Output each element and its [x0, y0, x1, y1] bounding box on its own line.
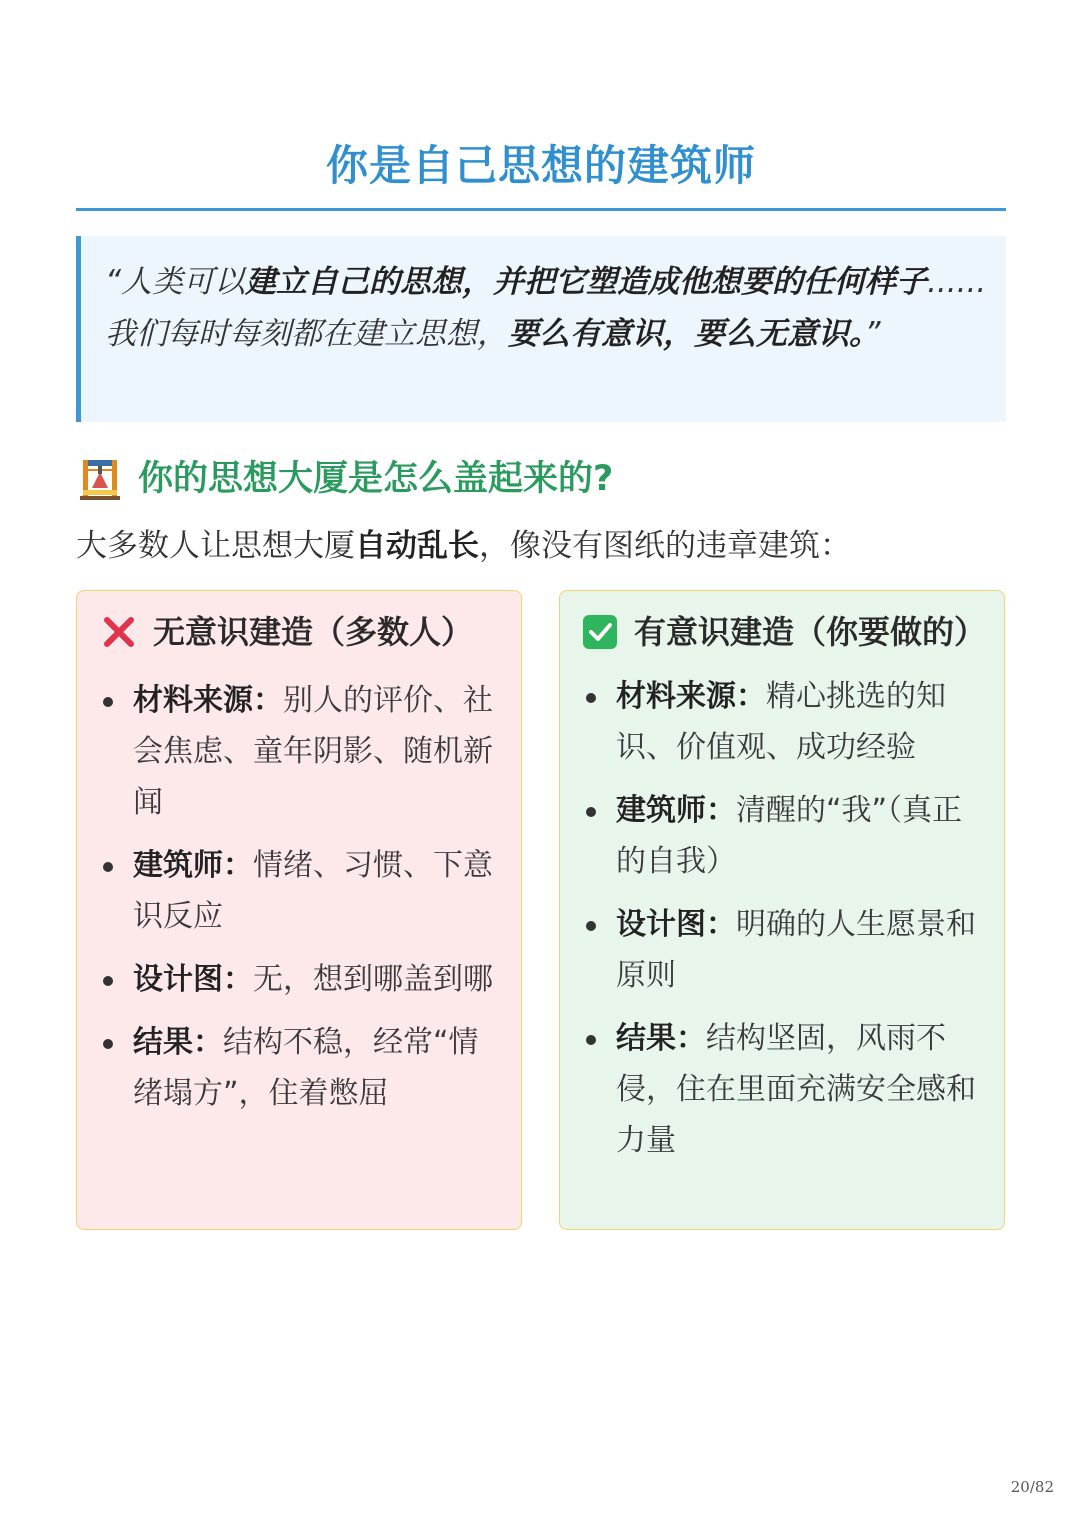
item-label: 材料来源： [616, 679, 766, 714]
title-divider [76, 208, 1006, 211]
list-item [560, 899, 1004, 1001]
card-heading [560, 591, 1004, 659]
item-label: 结果： [616, 1021, 706, 1056]
list-item [560, 1013, 1004, 1166]
list-item [77, 954, 521, 1005]
item-label: 建筑师： [616, 793, 736, 828]
list-item [77, 1017, 521, 1119]
quote-block [76, 236, 1006, 422]
construction-crane-icon [80, 458, 120, 500]
section-title: 你的思想大厦是怎么盖起来的? [138, 459, 614, 499]
list-item [77, 675, 521, 828]
item-text: 无，想到哪盖到哪 [253, 962, 493, 997]
card-list [560, 671, 1004, 1166]
page-number: 20/82 [1010, 1478, 1054, 1496]
quote-text [105, 256, 988, 360]
item-text: 结构坚固，风雨不侵，住在里面充满安全感和力量 [616, 1021, 976, 1158]
item-text: 别人的评价、社会焦虑、童年阴影、随机新闻 [133, 683, 493, 820]
conscious-building-card [559, 590, 1005, 1230]
item-label: 结果： [133, 1025, 223, 1060]
item-text: 精心挑选的知识、价值观、成功经验 [616, 679, 946, 765]
quote-open: “人类可以 [105, 264, 246, 300]
section-heading [80, 452, 613, 506]
intro-text [76, 522, 1006, 570]
item-text: 明确的人生愿景和原则 [616, 907, 976, 993]
item-text: 情绪、习惯、下意识反应 [133, 848, 493, 934]
unconscious-building-card [76, 590, 522, 1230]
list-item [560, 671, 1004, 773]
item-label: 设计图： [133, 962, 253, 997]
item-label: 材料来源： [133, 683, 283, 718]
quote-bold-1: 建立自己的思想，并把它塑造成他想要的任何样子 [245, 264, 928, 300]
list-item [560, 785, 1004, 887]
quote-middle: ......我们每时每刻都在建立思想， [105, 264, 987, 352]
card-list [77, 675, 521, 1119]
intro-pre: 大多数人让思想大厦 [76, 528, 355, 564]
item-text: 清醒的“我”（真正的自我） [616, 793, 963, 879]
item-label: 建筑师： [133, 848, 253, 883]
intro-post: ，像没有图纸的违章建筑： [479, 528, 851, 564]
item-text: 结构不稳，经常“情绪塌方”，住着憋屈 [133, 1025, 479, 1111]
green-check-icon [582, 614, 618, 650]
item-label: 设计图： [616, 907, 736, 942]
quote-bold-2: 要么有意识，要么无意识。 [508, 316, 865, 352]
quote-close: ” [864, 316, 881, 352]
red-cross-icon [101, 614, 137, 650]
card-heading [77, 591, 521, 659]
page-title: 你是自己思想的建筑师 [325, 141, 756, 190]
list-item [77, 840, 521, 942]
intro-bold: 自动乱长 [355, 528, 479, 564]
card-title: 无意识建造（多数人） [153, 613, 474, 651]
card-title: 有意识建造（你要做的） [634, 613, 987, 651]
